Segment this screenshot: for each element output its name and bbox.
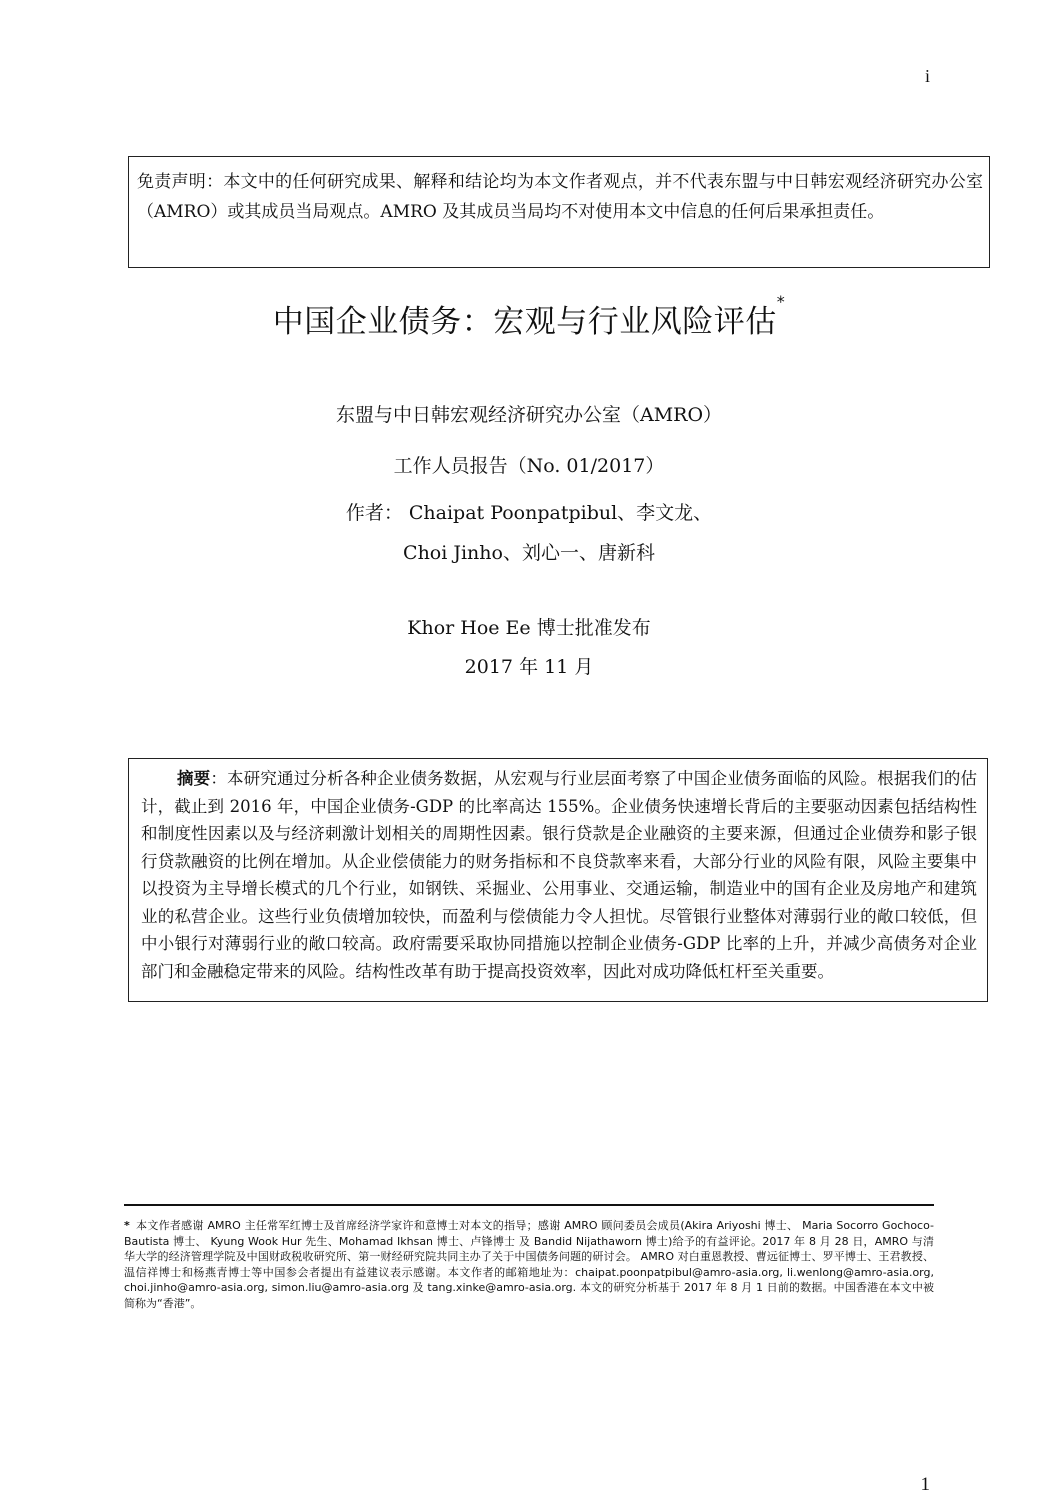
page-number: 1 [920,1474,930,1495]
report-number-line: 工作人员报告（No. 01/2017） [393,455,665,477]
footnote-divider [124,1204,934,1206]
document-title [0,292,1058,341]
footnote [124,1218,934,1311]
authors-line-2: Choi Jinho、刘心一、唐新科 [403,542,655,564]
abstract-box [128,758,988,1002]
footnote-marker: * [124,1219,130,1232]
approval-line: Khor Hoe Ee 博士批准发布 [407,617,651,639]
authors-line-1: 作者： Chaipat Poonpatpibul、李文龙、 [345,502,713,524]
abstract-paragraph [141,765,977,985]
disclaimer-text: 免责声明：本文中的任何研究成果、解释和结论均为本文作者观点，并不代表东盟与中日韩宏观经济研究办公室（AMRO）或其成员当局观点。AMRO 及其成员当局均不对使用本文中信息的任何后果承担责任。 [137,172,983,222]
organization-line: 东盟与中日韩宏观经济研究办公室（AMRO） [335,404,723,426]
footnote-text: 本文作者感谢 AMRO 主任常军红博士及首席经济学家许和意博士对本文的指导；感谢 AMRO 顾问委员会成员(Akira Ariyoshi 博士、 Maria Socorro Gochoco-Bautista 博士、 Kyung Wook Hur 先生、Mohamad Ikhsan 博士、卢锋博士 及 Bandid Nijathaworn 博士)给予的有益评论。2017 年 8 月 28 日，AMRO 与清华大学的经济管理学院及中国财政税收研究所、第一财经研究院共同主办了关于中国债务问题的研讨会。 AMRO 对白重恩教授、曹远征博士、罗平博士、王君教授、温信祥博士和杨燕青博士等中国参会者提出有益建议表示感谢。本文作者的邮箱地址为：chaipat.poonpatpibul@amro-asia.org, li.wenlong@amro-asia.org, choi.jinho@amro-asia.org, simon.liu@amro-asia.org 及 tang.xinke@amro-asia.org. 本文的研究分析基于 2017 年 8 月 1 日前的数据。中国香港在本文中被简称为“香港”。 [124,1219,934,1310]
disclaimer-box [128,156,990,268]
title-footnote-marker: * [776,292,786,311]
date-line: 2017 年 11 月 [464,656,594,678]
roman-page-number: i [924,66,930,86]
abstract-label: 摘要 [177,769,211,788]
title-text: 中国企业债务：宏观与行业风险评估 [272,304,777,340]
abstract-text: ：本研究通过分析各种企业债务数据，从宏观与行业层面考察了中国企业债务面临的风险。根据我们的估计，截止到 2016 年，中国企业债务-GDP 的比率高达 155%。企业债务快速增长背后的主要驱动因素包括结构性和制度性因素以及与经济刺激计划相关的周期性因素。银行贷款是企业融资的主要来源，但通过企业债券和影子银行贷款融资的比例在增加。从企业偿债能力的财务指标和不良贷款率来看，大部分行业的风险有限，风险主要集中以投资为主导增长模式的几个行业，如钢铁、采掘业、公用事业、交通运输，制造业中的国有企业及房地产和建筑业的私营企业。这些行业负债增加较快，而盈利与偿债能力令人担忧。尽管银行业整体对薄弱行业的敞口较低，但中小银行对薄弱行业的敞口较高。政府需要采取协同措施以控制企业债务-GDP 比率的上升，并减少高债务对企业部门和金融稳定带来的风险。结构性改革有助于提高投资效率，因此对成功降低杠杆至关重要。 [141,769,978,981]
